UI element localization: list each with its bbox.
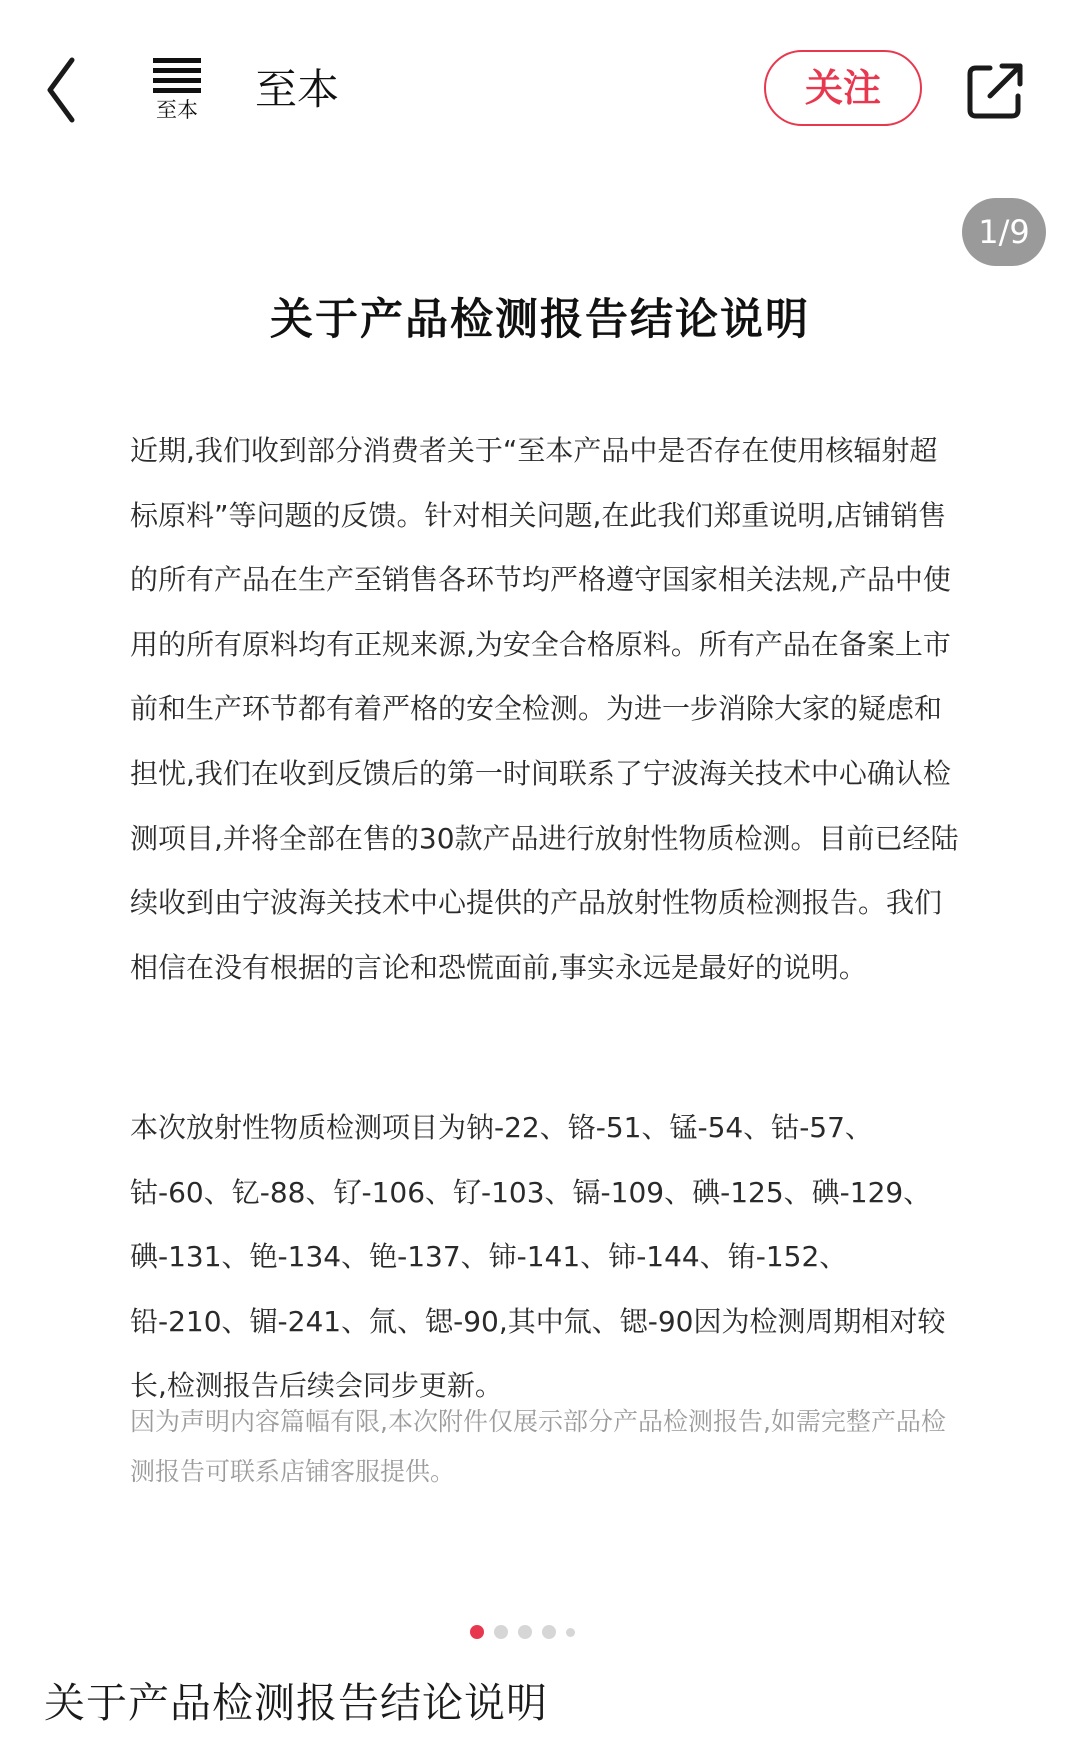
carousel-dot-4[interactable] [542, 1625, 556, 1639]
top-bar [0, 0, 1080, 180]
carousel-dot-1[interactable] [470, 1625, 484, 1639]
document-paragraph-2: 本次放射性物质检测项目为钠-22、铬-51、锰-54、钴-57、钴-60、钇-88、钌-106、钌-103、镉-109、碘-125、碘-129、碘-131、铯-134、铯-137、铈-141、铈-144、铕-152、铅-210、镅-241、氚、锶-90,其中氚、锶-90因为检测周期相对较长,检测报告后续会同步更新。 [130, 1111, 946, 1403]
back-button[interactable] [40, 52, 100, 128]
follow-button[interactable]: 关注 [764, 50, 922, 126]
document-title: 关于产品检测报告结论说明 [270, 295, 810, 345]
brand-logo[interactable] [153, 58, 201, 124]
carousel-dot-3[interactable] [518, 1625, 532, 1639]
carousel-dot-2[interactable] [494, 1625, 508, 1639]
share-button[interactable] [962, 58, 1028, 124]
logo-text: 至本 [156, 98, 198, 122]
document-note: 因为声明内容篇幅有限,本次附件仅展示部分产品检测报告,如需完整产品检测报告可联系店铺客服提供。 [130, 1407, 946, 1486]
brand-name[interactable]: 至本 [255, 65, 340, 114]
document-paragraph-1: 近期,我们收到部分消费者关于“至本产品中是否存在使用核辐射超标原料”等问题的反馈。针对相关问题,在此我们郑重说明,店铺销售的所有产品在生产至销售各环节均严格遵守国家相关法规,产品中使用的所有原料均有正规来源,为安全合格原料。所有产品在备案上市前和生产环节都有着严格的安全检测。为进一步消除大家的疑虑和担忧,我们在收到反馈后的第一时间联系了宁波海关技术中心确认检测项目,并将全部在售的30款产品进行放射性物质检测。目前已经陆续收到由宁波海关技术中心提供的产品放射性物质检测报告。我们相信在没有根据的言论和恐慌面前,事实永远是最好的说明。 [130, 434, 959, 984]
page-counter: 1/9 [962, 198, 1046, 266]
carousel-dot-5[interactable] [566, 1628, 575, 1637]
logo-bars [153, 58, 201, 93]
share-external-icon [962, 58, 1028, 124]
post-title: 关于产品检测报告结论说明 [44, 1679, 548, 1727]
chevron-left-icon [40, 52, 100, 128]
